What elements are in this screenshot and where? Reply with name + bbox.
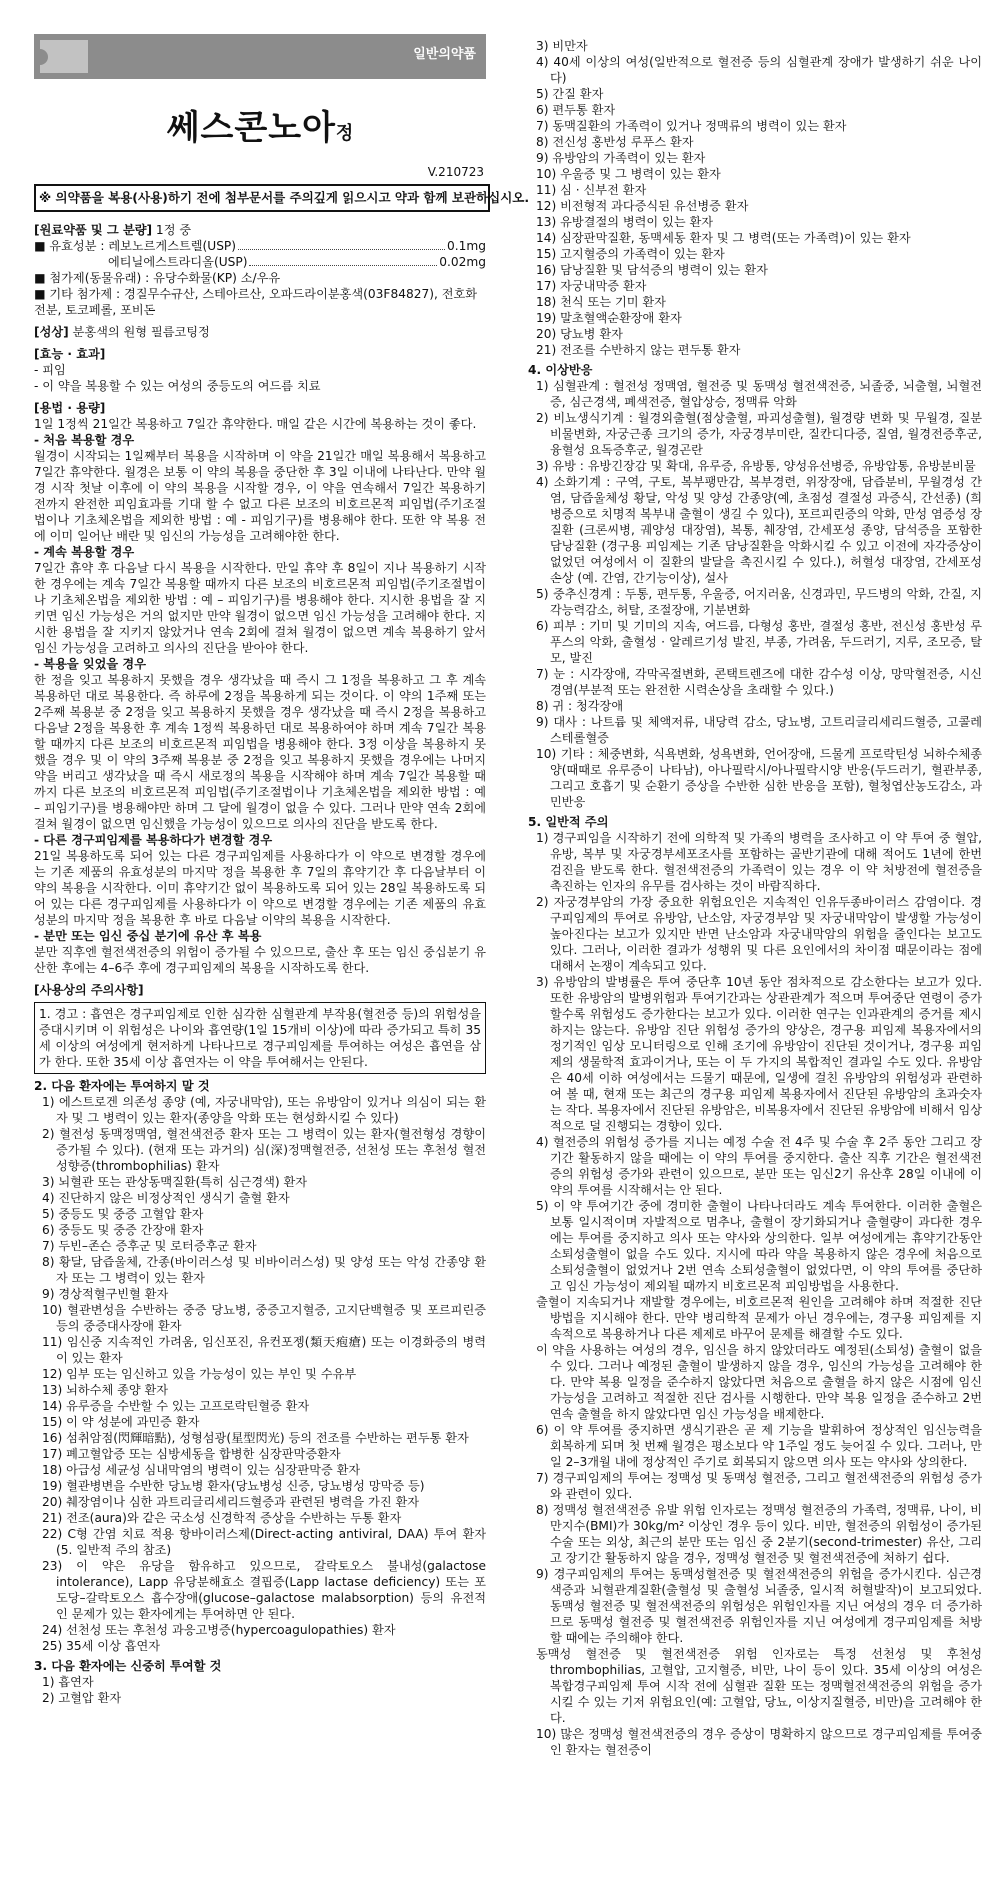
list-item: 동맥성 혈전증 및 혈전색전증 위험 인자로는 특정 선천성 및 후천성 thrombophilias, 고혈압, 고지혈증, 비만, 나이 등이 있다. 35세 이상의 여성은 복합경구피임제 투여 시작 전에 심혈관 질환 또는 정맥혈전색전증의 위험을 증가시킬 수 있는 기저 위험요인(예: 고혈압, 당뇨, 이상지질혈증, 비만)을 고려해야 한다. [536, 1647, 982, 1725]
dosage-paragraph: 월경이 시작되는 1일째부터 복용을 시작하며 이 약을 21일간 매일 복용해서 복용하고 7일간 휴약한다. 월경은 보통 이 약의 복용을 중단한 후 3일 이내에 나타난다. 만약 월경 시작 첫날 이후에 이 약의 복용을 시작할 경우, 이 약을 연속해서 7일간 복용하기 전까지 완전한 피임효과를 기대 할 수 없고 다른 보조의 비호르몬적 피임법(주기조절법이나 기초체온법을 제외한 방법 : 예 - 피임기구)를 병용해야 한다. 또한 약 복용 전에 이미 일어난 배란 및 임신의 가능성을 고려해야한 한다. [34, 449, 486, 543]
list-item: 16) 섬취암점(閃輝暗點), 성형섬광(星型閃光) 등의 전조를 수반하는 편두통 환자 [42, 1431, 469, 1445]
dosage-subtitle: - 계속 복용할 경우 [34, 545, 135, 559]
list-item: 9) 경상적혈구빈혈 환자 [42, 1287, 169, 1301]
list-item: 8) 정맥성 혈전색전증 유발 위험 인자로는 정맥성 혈전증의 가족력, 정맥류, 나이, 비만지수(BMI)가 30kg/m² 이상인 경우 등이 있다. 비만, 혈전증의 위험성이 증가된 수술 또는 외상, 최근의 분만 또는 임신 중 2분기(second-trimester) 유산, 그리고 장기간 활동하지 않을 경우, 정맥성 혈전증 및 혈전색전증에 처하기 쉽다. [536, 1503, 982, 1565]
adverse-reactions-list [528, 378, 982, 810]
dosage-subtitle: - 분만 또는 임신 중십 분기에 유산 후 복용 [34, 929, 262, 943]
appearance-section: [성상] 분홍색의 원형 필름코팅정 [34, 325, 210, 339]
product-name: 쎄스콘노아 [166, 108, 336, 148]
list-item: 1) 에스트로겐 의존성 종양 (예, 자궁내막암), 또는 유방암이 있거나 의심이 되는 환자 및 그 병력이 있는 환자(종양을 악화 또는 현성화시킬 수 있다) [42, 1095, 486, 1125]
list-item: 5) 중등도 및 중증 고혈압 환자 [42, 1207, 204, 1221]
list-item: 19) 혈관병변을 수반한 당뇨병 환자(당뇨병성 신증, 당뇨병성 망막증 등) [42, 1479, 425, 1493]
list-item: 10) 우울증 및 그 병력이 있는 환자 [536, 167, 721, 181]
list-item: 6) 피부 : 기미 및 기미의 지속, 여드름, 다형성 홍반, 결절성 홍반, 전신성 홍반성 루푸스의 악화, 출혈성 · 알레르기성 발진, 부종, 가려움, 두드러기, 지루, 조모증, 탈모, 발진 [536, 619, 982, 665]
list-item: 9) 대사 : 나트륨 및 체액저류, 내당력 감소, 당뇨병, 고트리글리세리드혈증, 고콜레스테롤혈증 [536, 715, 982, 745]
list-item: 5) 이 약 투여기간 중에 경미한 출혈이 나타나더라도 계속 투여한다. 이러한 출혈은 보통 일시적이며 자발적으로 멈추나, 출혈이 장기화되거나 출혈량이 과다한 경우에는 투여를 중지하고 의사 또는 약사와 상의한다. 일부 여성에게는 휴약기간동안 소퇴성출혈이 없을 수도 있다. 지시에 따라 약을 복용하지 않은 경우에 처음으로 소퇴성출혈이 없었거나 2번 연속 소퇴성출혈이 없었다면, 이 약의 투여를 중단하고 임신 가능성이 제외될 때까지 비호르몬적 피임방법을 사용한다. [536, 1199, 982, 1293]
warning-box: 1. 경고 : 흡연은 경구피임제로 인한 심각한 심혈관계 부작용(혈전증 등)의 위험성을 증대시키며 이 위험성은 나이와 흡연량(1일 15개비 이상)에 따라 증가되고 특히 35세 이상의 여성에게 현저하게 나타나므로 경구피임제를 투여하는 여성은 흡연을 삼가 한다. 또한 35세 이상 흡연자는 이 약을 투여해서는 안된다. [34, 1002, 486, 1074]
list-item: 7) 동맥질환의 가족력이 있거나 정맥류의 병력이 있는 환자 [536, 119, 847, 133]
dosage-heading: [용법 · 용량] [34, 401, 106, 415]
efficacy-item: - 이 약을 복용할 수 있는 여성의 중등도의 여드름 치료 [34, 379, 321, 393]
list-item: 11) 심 · 신부전 환자 [536, 183, 647, 197]
storage-notice: ※ 의약품을 복용(사용)하기 전에 첨부문서를 주의깊게 읽으시고 약과 함께 보관하십시오. [34, 184, 490, 212]
active-ingredient-1: ■ 유효성분 : 레보노르게스트렐(USP) 0.1mg [34, 239, 486, 253]
header-tab-shape [40, 40, 88, 73]
list-item: 6) 중등도 및 중증 간장애 환자 [42, 1223, 204, 1237]
category-label: 일반의약품 [413, 47, 476, 62]
list-item: 24) 선천성 또는 후천성 과응고병증(hypercoagulopathies) 환자 [42, 1623, 396, 1637]
list-item: 20) 췌장염이나 심한 과트리글리세리드혈증과 관련된 병력을 가진 환자 [42, 1495, 420, 1509]
composition-heading-tail: 1정 중 [152, 223, 192, 237]
list-item: 23) 이 약은 유당을 함유하고 있으므로, 갈락토오스 불내성(galactose intolerance), Lapp 유당분해효소 결핍증(Lapp lactase deficiency) 또는 포도당–갈락토오스 흡수장애(glucose–galactose malabsorption) 등의 유전적인 문제가 있는 환자에게는 투여하면 안 된다. [42, 1559, 486, 1621]
list-item: 1) 경구피임을 시작하기 전에 의학적 및 가족의 병력을 조사하고 이 약 투여 중 혈압, 유방, 복부 및 자궁경부세포조사를 포함하는 골반기관에 대해 적어도 1년에 한번 검진을 받도록 한다. 혈전색전증의 가족력이 있는 경우 이 약 처방전에 혈전증을 촉진하는 인자의 유무를 검사하는 것이 바람직하다. [536, 831, 982, 893]
list-item: 8) 황달, 담즙울체, 간종(바이러스성 및 비바이러스성) 및 양성 또는 악성 간종양 환자 또는 그 병력이 있는 환자 [42, 1255, 486, 1285]
composition-heading: [원료약품 및 그 분량] [34, 223, 153, 237]
list-item: 4) 40세 이상의 여성(일반적으로 혈전증 등의 심혈관계 장애가 발생하기 쉬운 나이다) [536, 55, 982, 85]
general-precautions-title: 5. 일반적 주의 [528, 815, 609, 829]
dosage-paragraph: 7일간 휴약 후 다음날 다시 복용을 시작한다. 만일 휴약 후 8일이 지나 복용하기 시작한 경우에는 계속 7일간 복용할 때까지 다른 보조의 비호르몬적 피임법(주기조절법이나 기초체온법을 제외한 방법 : 예 – 피임기구)를 병용해야 한다. 지시한 용법을 잘 지키면 임신 가능성은 거의 없지만 만약 월경이 없으면 임신 가능성을 고려해야 한다. 지시한 용법을 잘 지키지 않았거나 연속 2회에 걸쳐 월경이 없으면 계속 복용하기 앞서 임신 가능성을 고려하고 의사의 진단을 받아야 한다. [34, 561, 486, 655]
efficacy-item: - 피임 [34, 363, 66, 377]
list-item: 3) 유방암의 발병률은 투여 중단후 10년 동안 점차적으로 감소한다는 보고가 있다. 또한 유방암의 발병위험과 투여기간과는 상관관계가 적으며 투여중단 연령이 증가할수록 위험성도 증가한다는 보고가 있다. 이러한 연구는 인과관계의 증거를 제시하지는 않는다. 유방암 진단 위험성 증가의 양상은, 경구용 피임제 복용자에서의 정기적인 임상 모니터링으로 인해 조기에 유방암이 진단된 것이거나, 경구용 피임제의 생물학적 효과이거나, 또는 이 두 가지의 복합적인 결과일 수도 있다. 유방암은 40세 이하 여성에서는 드물기 때문에, 일생에 걸친 유방암의 위험성과 관련하여 볼 때, 현재 또는 최근의 경구용 피임제 복용자에서 진단된 유방암의 초과숫자는 작다. 복용자에서 진단된 유방암은, 비복용자에서 진단된 유방암에 비해서 임상적으로 덜 진행되는 경향이 있다. [536, 975, 982, 1133]
list-item: 7) 두빈–존슨 증후군 및 로터증후군 환자 [42, 1239, 257, 1253]
list-item: 3) 유방 : 유방긴장감 및 확대, 유루증, 유방통, 양성유선병증, 유방압통, 유방분비물 [536, 459, 976, 473]
product-title [34, 108, 486, 148]
list-item: 3) 비만자 [536, 39, 588, 53]
list-item: 15) 고지혈증의 가족력이 있는 환자 [536, 247, 725, 261]
contraindications-title: 2. 다음 환자에는 투여하지 말 것 [34, 1079, 210, 1093]
list-item: 22) C형 간염 치료 적용 항바이러스제(Direct-acting antiviral, DAA) 투여 환자(5. 일반적 주의 참조) [42, 1527, 486, 1557]
composition-section [34, 222, 486, 318]
list-item: 16) 담낭질환 및 담석증의 병력이 있는 환자 [536, 263, 768, 277]
list-item: 2) 고혈압 환자 [42, 1691, 122, 1705]
list-item: 4) 진단하지 않은 비정상적인 생식기 출혈 환자 [42, 1191, 290, 1205]
list-item: 6) 편두통 환자 [536, 103, 616, 117]
dosage-paragraph: 21일 복용하도록 되어 있는 다른 경구피임제를 사용하다가 이 약으로 변경할 경우에는 기존 제품의 유효성분의 마지막 정을 복용한 후 7일의 휴약기간 후 다음날부터 이 약의 복용을 시작한다. 이미 휴약기간 없이 복용하도록 되어 있는 28일 복용하도록 되어 있는 다른 경구피임제를 사용하다가 이 약으로 변경할 경우에는 기존 제품의 유효성분의 마지막 정을 복용한 후 바로 다음날 이약의 복용을 시작한다. [34, 849, 486, 927]
list-item: 14) 유루증을 수반할 수 있는 고프로락틴혈증 환자 [42, 1399, 310, 1413]
list-item: 21) 전조(aura)와 같은 국소성 신경학적 증상을 수반하는 두통 환자 [42, 1511, 402, 1525]
list-item: 17) 폐고혈압증 또는 심방세동을 합병한 심장판막증환자 [42, 1447, 341, 1461]
dosage-intro: 1일 1정씩 21일간 복용하고 7일간 휴약한다. 매일 같은 시간에 복용하는 것이 좋다. [34, 417, 477, 431]
version-label: V.210723 [427, 165, 484, 179]
list-item: 12) 임부 또는 임신하고 있을 가능성이 있는 부인 및 수유부 [42, 1367, 357, 1381]
list-item: 21) 전조를 수반하지 않는 편두통 환자 [536, 343, 741, 357]
dosage-paragraph: 한 정을 잊고 복용하지 못했을 경우 생각났을 때 즉시 그 1정을 복용하고 그 후 계속 복용하던 대로 복용한다. 즉 하루에 2정을 복용하게 되는 것이다. 이 약의 1주째 또는 2주째 복용분 중 2정을 잊고 복용하지 못했을 경우 생각났을 때 즉시 2정을 복용하고 다음날 2정을 복용한 후 계속 1정씩 복용하던 대로 복용하여야 하며 계속 7일간 복용할 때까지 다른 보조의 비호르몬적 피임법을 병용해야 한다. 3정 이상을 복용하지 못했을 경우 및 이 약의 3주째 복용분 중 2정을 잊고 복용하지 못했을 경우에는 나머지 약을 버리고 생각났을 때 즉시 새로정의 복용을 시작해야 하며 계속 7일간 복용할 때까지 다른 보조의 비호르몬적 피임법(주기조절법이나 기초체온법을 제외한 방법 : 예 – 피임기구)를 병용해야만 하며 그 달에 월경이 없을 수 있다. 그러나 만약 연속 2회에 걸쳐 월경이 없으면 임신했을 가능성이 있으므로 의사의 진단을 받도록 한다. [34, 673, 486, 831]
list-item: 이 약을 사용하는 여성의 경우, 임신을 하지 않았더라도 예정된(소퇴성) 출혈이 없을 수 있다. 그러나 예정된 출혈이 발생하지 않을 경우, 임신의 가능성을 고려해야 한다. 만약 복용 일정을 준수하지 않았다면 처음으로 출혈을 하지 않은 시점에 임신 가능성을 고려하고 적절한 진단 검사를 시행한다. 만약 복용 일정을 준수하고 2번 연속 출혈을 하지 않았다면 임신 가능성을 배제한다. [536, 1343, 982, 1421]
dosage-paragraph: 분만 직후엔 혈전색전증의 위험이 증가될 수 있으므로, 출산 후 또는 임신 중십분기 유산한 후에는 4–6주 후에 경구피임제의 복용을 시작하도록 한다. [34, 945, 486, 975]
list-item: 18) 천식 또는 기미 환자 [536, 295, 666, 309]
adverse-reactions-title: 4. 이상반응 [528, 363, 593, 377]
additive-line: ■ 첨가제(동물유래) : 유당수화물(KP) 소/우유 [34, 271, 281, 285]
list-item: 14) 심장판막질환, 동맥세동 환자 및 그 병력(또는 가족력)이 있는 환자 [536, 231, 911, 245]
list-item: 12) 비전형적 과다증식된 유선병증 환자 [536, 199, 749, 213]
caution-title: 3. 다음 환자에는 신중히 투여할 것 [34, 1659, 222, 1673]
list-item: 2) 혈전성 동맥정맥염, 혈전색전증 환자 또는 그 병력이 있는 환자(혈전형성 경향이 증가될 수 있다). (현재 또는 과거의) 심(深)정맥혈전증, 선천성 또는 후천성 혈전성향증(thrombophilias) 환자 [42, 1127, 486, 1173]
contraindications-list [34, 1094, 486, 1654]
list-item: 17) 자궁내막증 환자 [536, 279, 647, 293]
active-ingredient-2: 에티닐에스트라디올(USP) 0.02mg [108, 255, 486, 269]
precautions-heading: [사용상의 주의사항] [34, 983, 144, 997]
list-item: 5) 간질 환자 [536, 87, 604, 101]
list-item: 4) 소화기계 : 구역, 구토, 복부팽만감, 복부경련, 위장장애, 담즙분비, 무월경성 간염, 담즙울체성 황달, 악성 및 양성 간종양(예, 초점성 결절성 과증식, 간선종) (희병증으로 치명적 복부내 출혈이 생길 수 있다), 포르피린증의 악화, 만성 염증성 장질환 (크론씨병, 궤양성 대장염), 복통, 췌장염, 간세포성 종양, 담석증을 포함한 담낭질환 (경구용 피임제는 기존 담낭질환을 악화시킬 수 있고 이전에 자각증상이 없었던 여성에서 이 질환의 발달을 촉진시킬 수 있다.), 허혈성 대장염, 간세포성 손상 (예. 간염, 간기능이상), 설사 [536, 475, 982, 585]
list-item: 25) 35세 이상 흡연자 [42, 1639, 161, 1653]
right-column [528, 38, 982, 1758]
dosage-subtitle: - 복용을 잊었을 경우 [34, 657, 146, 671]
list-item: 13) 뇌하수체 종양 환자 [42, 1383, 169, 1397]
list-item: 6) 이 약 투여를 중지하면 생식기관은 곧 제 기능을 발휘하여 정상적인 임신능력을 회복하게 되며 첫 번째 월경은 평소보다 약 1주일 정도 늦어질 수 있다. 그러나, 만일 2–3개월 내에 정상적인 주기로 회복되지 않으면 의사 또는 약사와 상의한다. [536, 1423, 982, 1469]
list-item: 9) 경구피임제의 투여는 동맥성혈전증 및 혈전색전증의 위험을 증가시킨다. 심근경색증과 뇌혈관계질환(출혈성 및 출혈성 뇌졸중, 일시적 허혈발작)이 보고되었다. 동맥성 혈전증 및 혈전색전증의 위험성은 위험인자를 지닌 여성의 경우 더 증가하므로 동맥성 혈전증 및 혈전색전증 위험인자를 지닌 여성에게 경구피임제를 처방할 때에는 주의해야 한다. [536, 1567, 982, 1645]
list-item: 2) 비뇨생식기계 : 월경외출혈(점상출혈, 파괴성출혈), 월경량 변화 및 무월경, 질분비물변화, 자궁근종 크기의 증가, 자궁경부미란, 질칸디다증, 질염, 월경전증후군, 융혈성 요독증후군, 월경곤란 [536, 411, 982, 457]
list-item: 19) 말초혈액순환장애 환자 [536, 311, 682, 325]
list-item: 13) 유방결절의 병력이 있는 환자 [536, 215, 714, 229]
list-item: 7) 경구피임제의 투여는 정맥성 및 동맥성 혈전증, 그리고 혈전색전증의 위험성 증가와 관련이 있다. [536, 1471, 982, 1501]
list-item: 9) 유방암의 가족력이 있는 환자 [536, 151, 706, 165]
efficacy-heading: [효능 · 효과] [34, 347, 106, 361]
dosage-subtitle: - 다른 경구피임제를 복용하다가 변경할 경우 [34, 833, 273, 847]
caution-list [528, 38, 982, 358]
list-item: 10) 기타 : 체중변화, 식욕변화, 성욕변화, 언어장애, 드물게 프로락틴성 뇌하수체종양(때때로 유루증이 나타남), 아나필락시/아나필락시양 반응(두드러기, 혈관부종, 그리고 호흡기 및 순환기 증상을 수반한 심한 반응을 포함), 혈청엽산농도감소, 과민반응 [536, 747, 982, 809]
list-item: 11) 임신중 지속적인 가려움, 임신포진, 유컨포젱(類天疱瘡) 또는 이경화증의 병력이 있는 환자 [42, 1335, 486, 1365]
list-item: 1) 심혈관계 : 혈전성 정맥염, 혈전증 및 동맥성 혈전색전증, 뇌졸중, 뇌출혈, 뇌혈전증, 심근경색, 폐색전증, 혈압상승, 정맥류 악화 [536, 379, 982, 409]
list-item: 7) 눈 : 시각장애, 각막곡절변화, 콘택트렌즈에 대한 감수성 이상, 망막혈전증, 시신경염(부분적 또는 완전한 시력손상을 초래할 수 있다.) [536, 667, 982, 697]
list-item: 10) 혈관변성을 수반하는 중증 당뇨병, 중증고지혈증, 고지단백혈증 및 포르피린증 등의 중증대사장애 환자 [42, 1303, 486, 1333]
general-precautions-list [528, 830, 982, 1758]
left-column [34, 222, 486, 1706]
list-item: 5) 중추신경계 : 두통, 편두통, 우울증, 어지러움, 신경과민, 무드병의 악화, 간질, 지각능력감소, 허탈, 조절장애, 기분변화 [536, 587, 982, 617]
dosage-subtitle: - 처음 복용할 경우 [34, 433, 135, 447]
other-additive-line: ■ 기타 첨가제 : 경질무수규산, 스테아르산, 오파드라이분홍색(03F84827), 전호화전분, 토코페롤, 포비돈 [34, 287, 478, 317]
list-item: 10) 많은 정맥성 혈전색전증의 경우 증상이 명확하지 않으므로 경구피임제를 투여중인 환자는 혈전증이 [536, 1727, 982, 1757]
list-item: 8) 귀 : 청각장애 [536, 699, 624, 713]
list-item: 4) 혈전증의 위험성 증가를 지니는 예정 수술 전 4주 및 수술 후 2주 동안 그리고 장기간 활동하지 않을 때에는 이 약의 투여를 중지한다. 출산 직후 기간은 혈전색전증의 위험성 증가와 관련이 있으므로, 분만 또는 임신2기 유산후 28일 이내에 이 약의 투여를 시작해서는 안 된다. [536, 1135, 982, 1197]
list-item: 2) 자궁경부암의 가장 중요한 위험요인은 지속적인 인유두종바이러스 감염이다. 경구피임제의 투여로 유방암, 난소암, 자궁경부암 및 자궁내막암이 발생할 가능성이 높아진다는 보고가 있지만 반면 난소암과 자궁내막암의 위험을 줄인다는 보고도 있다. 그러나, 이러한 결과가 성행위 및 다른 요인에서의 차이점 때문이라는 점에 대해서 논쟁이 계속되고 있다. [536, 895, 982, 973]
list-item: 18) 아급성 세균성 심내막염의 병력이 있는 심장판막증 환자 [42, 1463, 361, 1477]
list-item: 1) 흡연자 [42, 1675, 94, 1689]
product-suffix: 정 [335, 123, 354, 144]
header-bar [34, 34, 486, 79]
list-item: 15) 이 약 성분에 과민증 환자 [42, 1415, 200, 1429]
list-item: 8) 전신성 홍반성 루푸스 환자 [536, 135, 694, 149]
list-item: 20) 당뇨병 환자 [536, 327, 623, 341]
list-item: 출혈이 지속되거나 재발할 경우에는, 비호르몬적 원인을 고려해야 하며 적절한 진단방법을 지시해야 한다. 만약 병리학적 문제가 아닌 경우에는, 경구용 피임제를 지속적으로 복용하거나 다른 제제로 바꾸어 문제를 해결할 수도 있다. [536, 1295, 982, 1341]
list-item: 3) 뇌혈관 또는 관상동맥질환(특히 심근경색) 환자 [42, 1175, 308, 1189]
